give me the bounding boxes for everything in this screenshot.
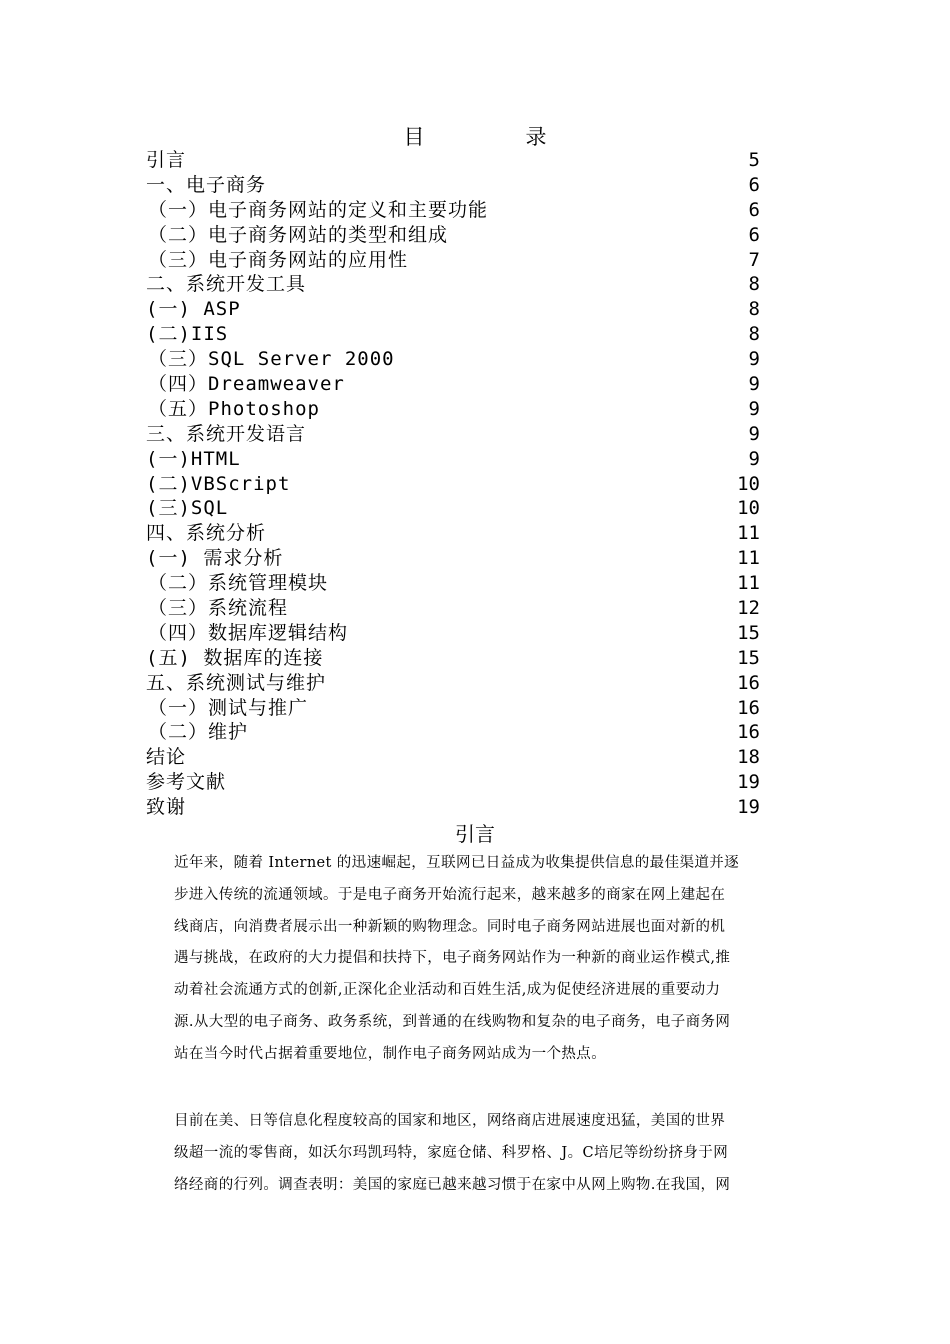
toc-entry[interactable] (146, 621, 766, 646)
toc-entry-page-number: 9 (748, 348, 760, 371)
toc-entry[interactable] (146, 372, 766, 397)
toc-entry-page-number: 16 (737, 696, 760, 719)
toc-entry[interactable] (146, 496, 766, 521)
toc-entry-label: 四、系统分析 (146, 522, 267, 545)
table-of-contents (146, 148, 766, 820)
toc-entry-label: (五) 数据库的连接 (146, 646, 324, 669)
toc-entry-page-number: 10 (737, 497, 760, 520)
toc-entry-label: （二）维护 (148, 721, 249, 744)
toc-entry-page-number: 10 (737, 472, 760, 495)
toc-entry-page-number: 8 (748, 323, 760, 346)
toc-entry-label: (一) ASP (146, 298, 241, 321)
toc-entry-page-number: 19 (737, 771, 760, 794)
toc-entry-label: (三)SQL (146, 497, 229, 520)
toc-entry-label: 一、电子商务 (146, 173, 267, 196)
toc-entry-label: （二）系统管理模块 (148, 572, 329, 595)
toc-entry[interactable] (146, 347, 766, 372)
intro-paragraph-2 (174, 1106, 802, 1201)
toc-entry-label: 五、系统测试与维护 (146, 671, 327, 694)
toc-entry[interactable] (146, 397, 766, 422)
toc-entry[interactable] (146, 571, 766, 596)
paragraph-line: 目前在美、日等信息化程度较高的国家和地区，网络商店进展速度迅猛，美国的世界 (174, 1113, 726, 1129)
intro-paragraph-1 (174, 848, 802, 1071)
toc-entry-page-number: 7 (748, 248, 760, 271)
toc-entry-page-number: 15 (737, 646, 760, 669)
toc-entry[interactable] (146, 795, 766, 820)
toc-entry-label: （四）数据库逻辑结构 (148, 621, 349, 644)
toc-entry-label: 二、系统开发工具 (146, 273, 307, 296)
paragraph-line: 步进入传统的流通领域。于是电子商务开始流行起来，越来越多的商家在网上建起在 (174, 886, 726, 903)
toc-entry-page-number: 8 (748, 298, 760, 321)
toc-entry-label: (一)HTML (146, 447, 241, 470)
toc-entry[interactable] (146, 223, 766, 248)
toc-entry-page-number: 6 (748, 198, 760, 221)
toc-entry-label: （二）电子商务网站的类型和组成 (148, 223, 449, 246)
toc-entry-page-number: 11 (737, 547, 760, 570)
toc-entry-page-number: 5 (748, 149, 760, 171)
toc-entry-label: （三）SQL Server 2000 (148, 348, 395, 371)
toc-entry-label: （四）Dreamweaver (148, 373, 345, 396)
toc-entry[interactable] (146, 521, 766, 546)
toc-entry-label: （一）测试与推广 (148, 696, 309, 719)
toc-entry[interactable] (146, 173, 766, 198)
toc-entry-label: 结论 (146, 746, 187, 769)
toc-entry[interactable] (146, 646, 766, 671)
toc-entry[interactable] (146, 297, 766, 322)
toc-entry[interactable] (146, 472, 766, 497)
toc-entry-label: 致谢 (146, 796, 187, 819)
toc-entry[interactable] (146, 745, 766, 770)
toc-entry[interactable] (146, 422, 766, 447)
toc-entry[interactable] (146, 546, 766, 571)
toc-entry[interactable] (146, 696, 766, 721)
toc-title: 目 录 (403, 125, 587, 149)
toc-entry-label: （五）Photoshop (148, 397, 320, 420)
toc-entry-page-number: 12 (737, 597, 760, 620)
paragraph-line: 络经商的行列。调查表明：美国的家庭已越来越习惯于在家中从网上购物.在我国，网 (174, 1176, 731, 1193)
toc-entry[interactable] (146, 198, 766, 223)
toc-entry[interactable] (146, 596, 766, 621)
toc-entry-page-number: 15 (737, 621, 760, 644)
toc-entry-page-number: 6 (748, 173, 760, 196)
toc-entry[interactable] (146, 671, 766, 696)
toc-entry-page-number: 9 (748, 373, 760, 396)
toc-entry-page-number: 16 (737, 671, 760, 694)
toc-entry-page-number: 9 (748, 447, 760, 470)
paragraph-line: 近年来，随着 Internet 的迅速崛起，互联网已日益成为收集提供信息的最佳渠道并逐 (174, 855, 740, 871)
toc-entry[interactable] (146, 720, 766, 745)
toc-entry-label: （三）电子商务网站的应用性 (148, 248, 409, 271)
toc-entry-page-number: 18 (737, 746, 760, 769)
toc-entry-label: (二)IIS (146, 323, 229, 346)
toc-entry-label: (二)VBScript (146, 472, 291, 495)
toc-entry[interactable] (146, 770, 766, 795)
toc-entry-page-number: 16 (737, 721, 760, 744)
toc-entry-page-number: 19 (737, 796, 760, 819)
toc-entry-page-number: 11 (737, 572, 760, 595)
toc-entry-page-number: 11 (737, 522, 760, 545)
toc-entry-label: 三、系统开发语言 (146, 422, 307, 445)
toc-entry-page-number: 9 (748, 397, 760, 420)
toc-entry-label: 引言 (146, 149, 187, 171)
toc-entry-page-number: 6 (748, 223, 760, 246)
toc-entry-label: (一) 需求分析 (146, 547, 284, 570)
toc-entry-page-number: 9 (748, 422, 760, 445)
toc-entry[interactable] (146, 447, 766, 472)
paragraph-line: 动着社会流通方式的创新,正深化企业活动和百姓生活,成为促使经济进展的重要动力 (174, 982, 721, 999)
toc-entry-label: 参考文献 (146, 771, 227, 794)
toc-entry[interactable] (146, 148, 766, 173)
toc-entry[interactable] (146, 322, 766, 347)
toc-entry-page-number: 8 (748, 273, 760, 296)
paragraph-line: 遇与挑战，在政府的大力提倡和扶持下，电子商务网站作为一种新的商业运作模式,推 (174, 950, 731, 967)
toc-entry-label: （三）系统流程 (148, 597, 289, 620)
paragraph-line: 站在当今时代占据着重要地位，制作电子商务网站成为一个热点。 (174, 1045, 607, 1062)
paragraph-line: 源.从大型的电子商务、政务系统，到普通的在线购物和复杂的电子商务，电子商务网 (174, 1013, 731, 1030)
section-heading-intro: 引言 (455, 822, 495, 846)
paragraph-line: 级超一流的零售商，如沃尔玛凯玛特，家庭仓储、科罗格、J。C培尼等纷纷挤身于网 (174, 1144, 729, 1161)
toc-entry[interactable] (146, 248, 766, 273)
toc-entry[interactable] (146, 272, 766, 297)
paragraph-line: 线商店，向消费者展示出一种新颖的购物理念。同时电子商务网站进展也面对新的机 (174, 918, 726, 935)
toc-entry-label: （一）电子商务网站的定义和主要功能 (148, 198, 489, 221)
